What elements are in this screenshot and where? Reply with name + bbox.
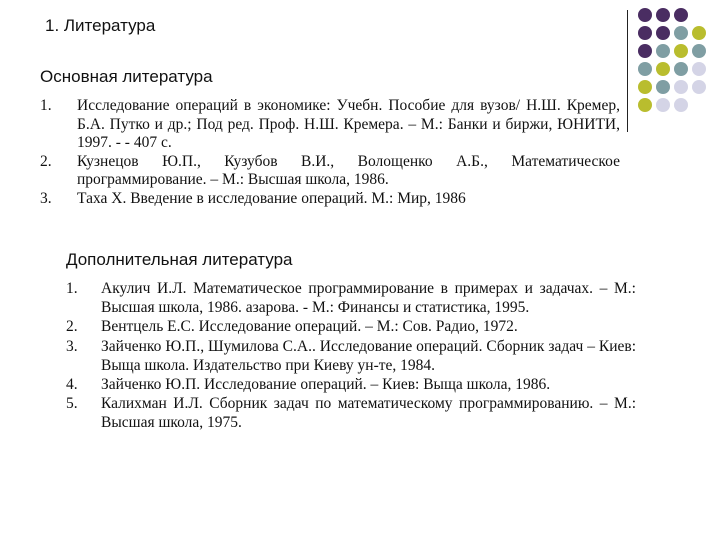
divider-line xyxy=(627,10,628,132)
decor-dot xyxy=(692,26,706,40)
list-item xyxy=(66,375,636,394)
decor-dot xyxy=(638,8,652,22)
decor-dot xyxy=(656,44,670,58)
item-text: Зайченко Ю.П., Шумилова С.А.. Исследование операций. Сборник задач – Киев: Выща школа. Издательство при Киеву ун-те, 1984. xyxy=(101,337,636,374)
item-text: Вентцель Е.С. Исследование операций. – М.: Сов. Радио, 1972. xyxy=(101,318,518,336)
list-item xyxy=(66,279,636,317)
decor-dot xyxy=(656,98,670,112)
item-number: 1. xyxy=(40,97,52,114)
list-item xyxy=(66,337,636,375)
item-number: 3. xyxy=(40,189,52,207)
decor-dot xyxy=(674,8,688,22)
decor-dot xyxy=(674,98,688,112)
item-text: Таха Х. Введение в исследование операций. М.: Мир, 1986 xyxy=(77,189,466,207)
decor-dot xyxy=(638,62,652,76)
list-item xyxy=(40,153,620,190)
main-literature-heading: Основная литература xyxy=(40,67,213,86)
item-number: 4. xyxy=(66,376,78,394)
main-literature-list xyxy=(40,97,620,209)
decor-dot xyxy=(692,62,706,76)
decor-dot xyxy=(656,62,670,76)
decor-dot xyxy=(638,44,652,58)
item-number: 2. xyxy=(66,318,78,336)
item-text: Акулич И.Л. Математическое программирование в примерах и задачах. – М.: Высшая школа, 1986. азарова. - М.: Финансы и статистика, 1995. xyxy=(101,280,636,317)
item-text: Кузнецов Ю.П., Кузубов В.И., Волощенко А.Б., Математическое программирование. – М.: Высшая школа, 1986. xyxy=(77,152,620,189)
decor-dot xyxy=(674,80,688,94)
list-item xyxy=(40,190,620,209)
list-item xyxy=(66,317,636,336)
list-item xyxy=(66,394,636,432)
item-text: Калихман И.Л. Сборник задач по математическому программированию. – М.: Высшая школа, 1975. xyxy=(101,395,636,432)
decor-dot xyxy=(656,26,670,40)
list-item xyxy=(40,97,620,153)
slide-title: 1. Литература xyxy=(45,16,156,35)
decor-dot xyxy=(692,80,706,94)
item-number: 2. xyxy=(40,152,52,170)
decor-dot xyxy=(674,62,688,76)
decor-dot xyxy=(674,26,688,40)
decor-dot xyxy=(656,8,670,22)
decor-dot xyxy=(674,44,688,58)
item-text: Зайченко Ю.П. Исследование операций. – Киев: Выща школа, 1986. xyxy=(101,376,551,394)
decor-dot xyxy=(656,80,670,94)
item-number: 3. xyxy=(66,337,78,355)
extra-literature-list xyxy=(66,279,636,433)
item-number: 1. xyxy=(66,280,78,297)
item-text: Исследование операций в экономике: Учебн. Пособие для вузов/ Н.Ш. Кремер, Б.А. Путко и др.; Под ред. Проф. Н.Ш. Кремера. – М.: Банки и биржи, ЮНИТИ, 1997. - - 407 с. xyxy=(77,97,620,152)
decor-dot xyxy=(638,98,652,112)
decor-dot xyxy=(692,44,706,58)
item-number: 5. xyxy=(66,395,78,413)
extra-literature-heading: Дополнительная литература xyxy=(66,250,293,269)
decor-dot xyxy=(638,26,652,40)
decor-dot xyxy=(638,80,652,94)
